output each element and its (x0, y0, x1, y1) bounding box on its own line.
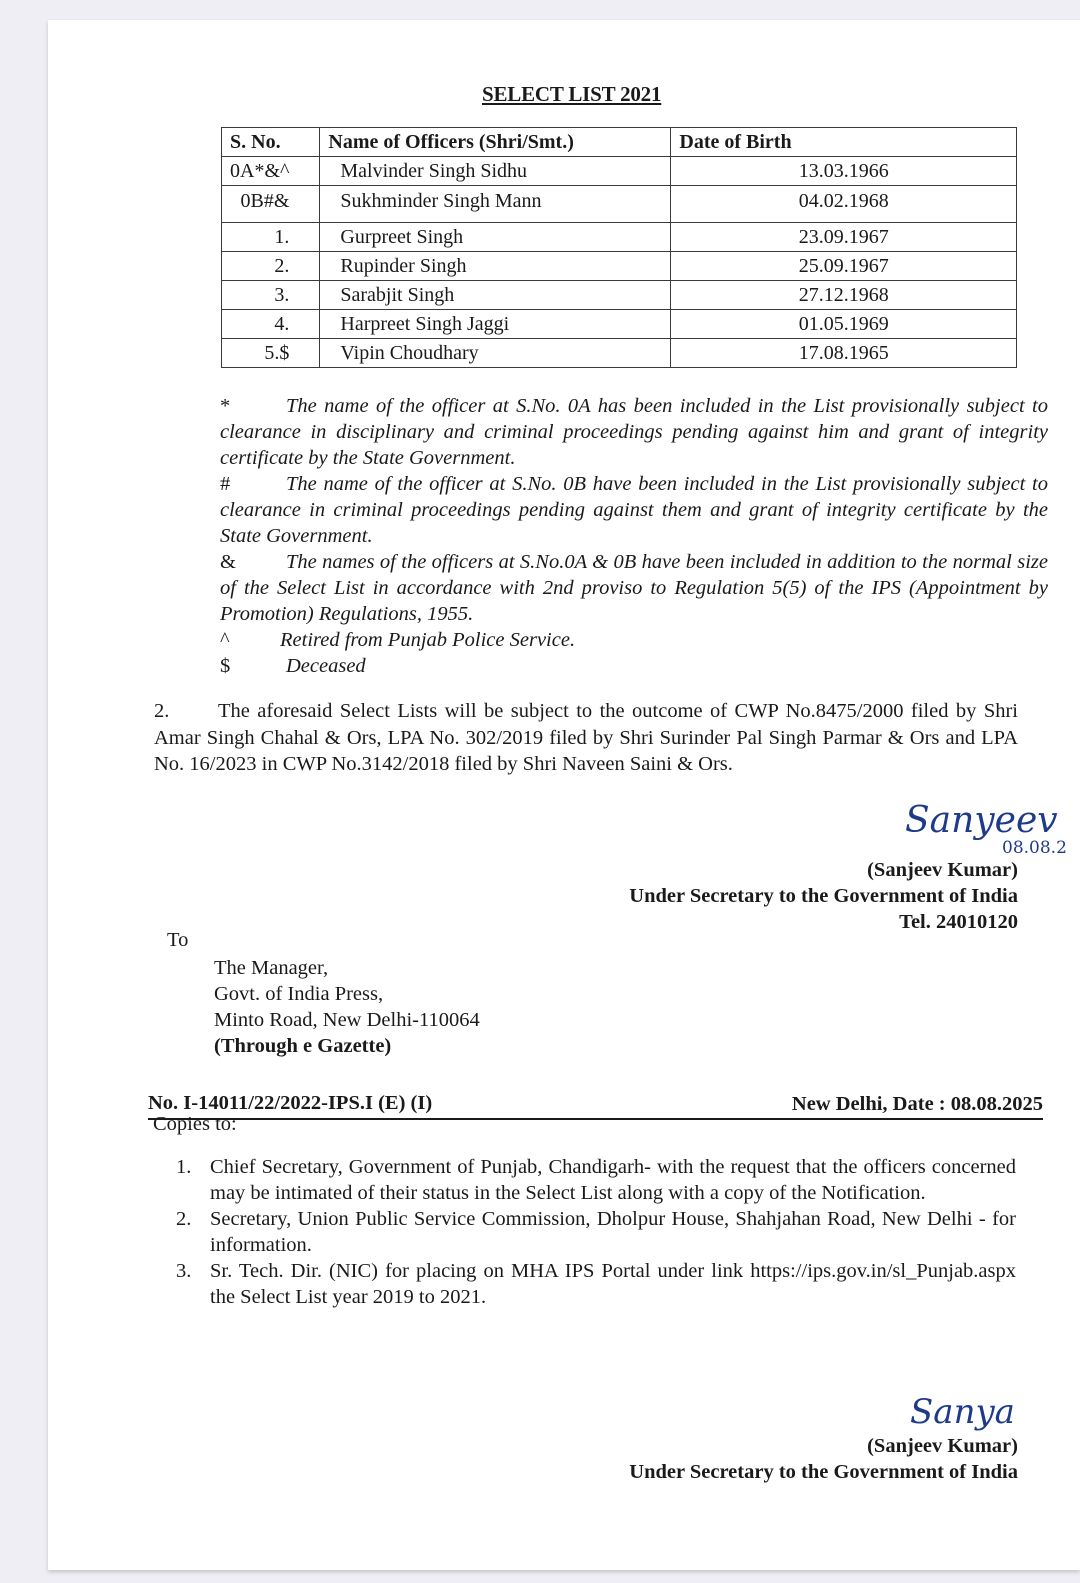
cell-name: Malvinder Singh Sidhu (320, 157, 671, 186)
list-number: 2. (176, 1208, 192, 1230)
footnote-asterisk (220, 393, 1048, 471)
cell-name: Sukhminder Singh Mann (320, 186, 671, 223)
addressee-through: (Through e Gazette) (214, 1035, 392, 1057)
list-text: Chief Secretary, Government of Punjab, Chandigarh- with the request that the officers concerned may be intimated of their status in the Select List along with a copy of the Notification. (210, 1156, 1016, 1204)
reference-number: No. I-14011/22/2022-IPS.I (E) (I) (148, 1092, 433, 1114)
signature-block-1 (629, 857, 1018, 935)
footnote-symbol: & (220, 551, 236, 573)
list-item (176, 1258, 1016, 1310)
cell-name: Vipin Choudhary (320, 339, 671, 368)
cell-sno: 2. (222, 252, 320, 281)
cell-sno: 5.$ (222, 339, 320, 368)
table-row (222, 252, 1017, 281)
signatory-designation: Under Secretary to the Government of India (629, 1461, 1018, 1483)
place-date: New Delhi, Date : 08.08.2025 (791, 1093, 1043, 1115)
footnote-symbol: * (220, 395, 231, 417)
list-number: 1. (176, 1156, 192, 1178)
cell-name: Sarabjit Singh (320, 281, 671, 310)
cell-dob: 04.02.1968 (671, 186, 1017, 223)
signature-date-scribble: 08.08.2 (1002, 838, 1067, 858)
addressee-block (214, 955, 480, 1059)
cell-sno: 4. (222, 310, 320, 339)
table-row (222, 223, 1017, 252)
cell-dob: 01.05.1969 (671, 310, 1017, 339)
table-row (222, 281, 1017, 310)
cell-name: Harpreet Singh Jaggi (320, 310, 671, 339)
footnote-text: The name of the officer at S.No. 0B have been included in the List provisionally subject to clearance in criminal proceedings pending against them and grant of integrity certificate by the State Government. (220, 473, 1048, 547)
signature-scribble-1: Sanyeev (905, 800, 1058, 841)
footnote-symbol: ^ (220, 629, 230, 651)
header-dob: Date of Birth (671, 128, 1017, 157)
signatory-name: (Sanjeev Kumar) (867, 1435, 1018, 1457)
cell-sno: 3. (222, 281, 320, 310)
footnote-hash (220, 471, 1048, 549)
list-text: Sr. Tech. Dir. (NIC) for placing on MHA IPS Portal under link https://ips.gov.in/sl_Punjab.aspx the Select List year 2019 to 2021. (210, 1260, 1016, 1308)
paragraph-text: The aforesaid Select Lists will be subject to the outcome of CWP No.8475/2000 filed by Shri Amar Singh Chahal & Ors, LPA No. 302/2019 filed by Shri Surinder Pal Singh Parmar & Ors and LPA No. 16/2023 in CWP No.3142/2018 filed by Shri Naveen Saini & Ors. (154, 700, 1018, 775)
addressee-line: Govt. of India Press, (214, 983, 384, 1005)
header-name: Name of Officers (Shri/Smt.) (320, 128, 671, 157)
footnote-dollar (220, 653, 1048, 679)
list-text: Secretary, Union Public Service Commission, Dholpur House, Shahjahan Road, New Delhi - for information. (210, 1208, 1016, 1256)
signatory-name: (Sanjeev Kumar) (867, 859, 1018, 881)
paragraph-2 (154, 698, 1018, 778)
to-label: To (167, 929, 189, 951)
signatory-designation: Under Secretary to the Government of India (629, 885, 1018, 907)
footnote-text: Deceased (286, 655, 366, 677)
footnote-text: The name of the officer at S.No. 0A has been included in the List provisionally subject to clearance in disciplinary and criminal proceedings pending against him and grant of integrity certificate by the State Government. (220, 395, 1048, 469)
table-row (222, 186, 1017, 223)
list-number: 3. (176, 1260, 192, 1282)
footnote-text: The names of the officers at S.No.0A & 0B have been included in addition to the normal size of the Select List in accordance with 2nd proviso to Regulation 5(5) of the IPS (Appointment by Promotion) Regulations, 1955. (220, 551, 1048, 625)
cell-dob: 25.09.1967 (671, 252, 1017, 281)
copies-list (176, 1154, 1016, 1310)
list-item (176, 1154, 1016, 1206)
addressee-line: Minto Road, New Delhi-110064 (214, 1009, 480, 1031)
cell-dob: 27.12.1968 (671, 281, 1017, 310)
footnote-ampersand (220, 549, 1048, 627)
table-row (222, 339, 1017, 368)
footnote-symbol: # (220, 473, 231, 495)
table-row (222, 310, 1017, 339)
cell-sno: 0A*&^ (222, 157, 320, 186)
cell-dob: 13.03.1966 (671, 157, 1017, 186)
footnote-text: Retired from Punjab Police Service. (280, 629, 576, 651)
signature-block-2 (629, 1433, 1018, 1485)
copies-label: Copies to: (153, 1113, 237, 1135)
table-row (222, 157, 1017, 186)
cell-name: Rupinder Singh (320, 252, 671, 281)
addressee-line: The Manager, (214, 957, 329, 979)
reference-line (148, 1092, 1043, 1120)
footnotes (220, 393, 1048, 679)
footnote-caret (220, 627, 1048, 653)
select-list-table (221, 127, 1017, 368)
signatory-tel: Tel. 24010120 (899, 911, 1018, 933)
cell-sno: 1. (222, 223, 320, 252)
cell-sno: 0B#& (222, 186, 320, 223)
header-sno: S. No. (222, 128, 320, 157)
cell-name: Gurpreet Singh (320, 223, 671, 252)
footnote-symbol: $ (220, 655, 231, 677)
document-title: SELECT LIST 2021 (482, 82, 662, 106)
table-header-row (222, 128, 1017, 157)
list-item (176, 1206, 1016, 1258)
paragraph-number: 2. (154, 700, 170, 722)
cell-dob: 23.09.1967 (671, 223, 1017, 252)
cell-dob: 17.08.1965 (671, 339, 1017, 368)
signature-scribble-2: Sanya (910, 1392, 1015, 1432)
